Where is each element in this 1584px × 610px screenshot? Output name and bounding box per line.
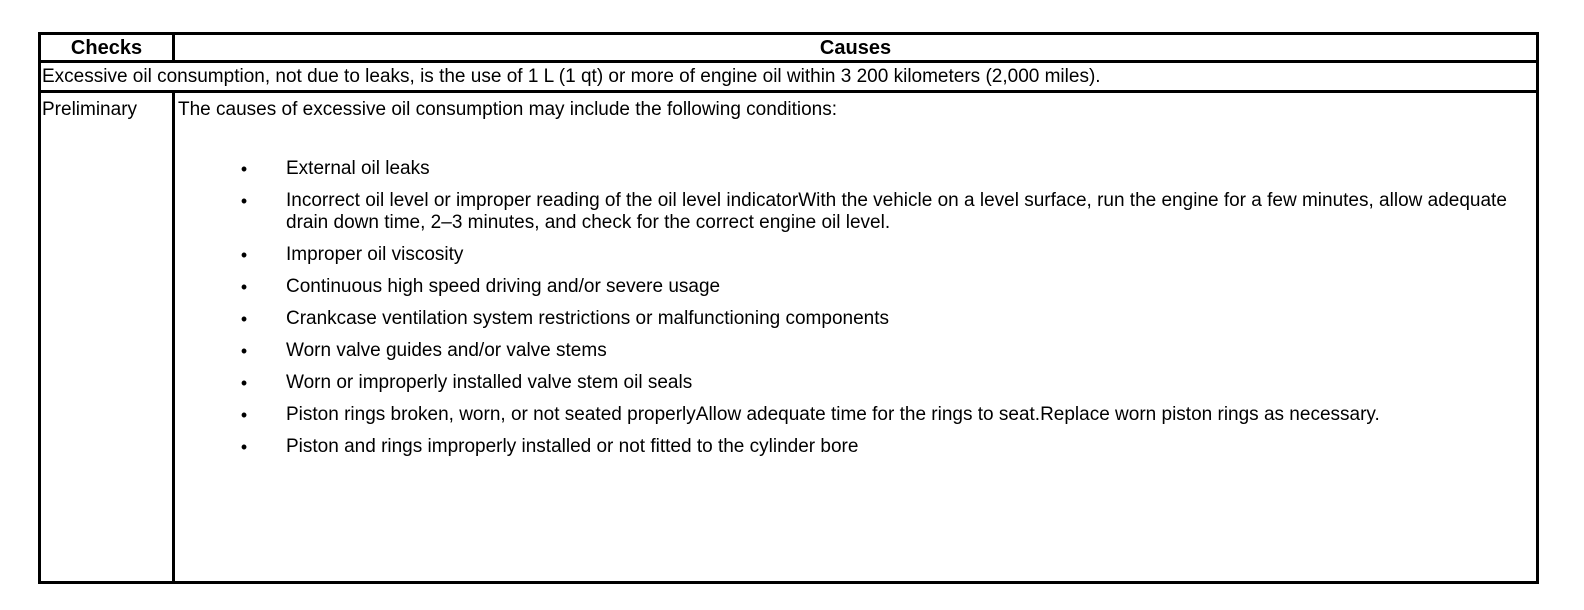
bullet-icon: • (240, 191, 248, 211)
cause-text: Worn or improperly installed valve stem oil seals (286, 372, 693, 393)
bullet-icon: • (240, 341, 248, 361)
list-item (178, 340, 1528, 362)
list-item (178, 276, 1528, 298)
cause-text: Improper oil viscosity (286, 244, 464, 265)
cause-text: External oil leaks (286, 158, 430, 179)
bullet-icon: • (240, 405, 248, 425)
consumption-definition-note: Excessive oil consumption, not due to leaks, is the use of 1 L (1 qt) or more of engine oil within 3 200 kilometers (2,000 miles). (40, 62, 1538, 92)
list-item (178, 372, 1528, 394)
causes-cell (174, 92, 1538, 583)
causes-intro: The causes of excessive oil consumption may include the following conditions: (178, 99, 838, 120)
list-item (178, 436, 1528, 458)
header-causes: Causes (174, 34, 1538, 62)
bullet-icon: • (240, 159, 248, 179)
cause-text: Piston rings broken, worn, or not seated properlyAllow adequate time for the rings to seat.Replace worn piston rings as necessary. (286, 404, 1380, 425)
list-item (178, 190, 1528, 234)
list-item (178, 244, 1528, 266)
list-item (178, 308, 1528, 330)
bullet-icon: • (240, 373, 248, 393)
cause-text: Incorrect oil level or improper reading of the oil level indicatorWith the vehicle on a level surface, run the engine for a few minutes, allow adequate drain down time, 2–3 minutes, and check for the correct engine oil level. (286, 190, 1507, 233)
table-row (40, 92, 1538, 583)
cause-text: Crankcase ventilation system restrictions or malfunctioning components (286, 308, 889, 329)
header-checks: Checks (40, 34, 174, 62)
list-item (178, 158, 1528, 180)
list-item (178, 404, 1528, 426)
note-row (40, 62, 1538, 92)
check-label: Preliminary (40, 92, 174, 583)
header-row (40, 34, 1538, 62)
bullet-icon: • (240, 309, 248, 329)
cause-text: Worn valve guides and/or valve stems (286, 340, 607, 361)
diagnostic-table (38, 32, 1539, 584)
cause-text: Continuous high speed driving and/or severe usage (286, 276, 721, 297)
bullet-icon: • (240, 277, 248, 297)
bullet-icon: • (240, 245, 248, 265)
bullet-icon: • (240, 437, 248, 457)
cause-text: Piston and rings improperly installed or not fitted to the cylinder bore (286, 436, 859, 457)
cause-list (178, 158, 1528, 458)
